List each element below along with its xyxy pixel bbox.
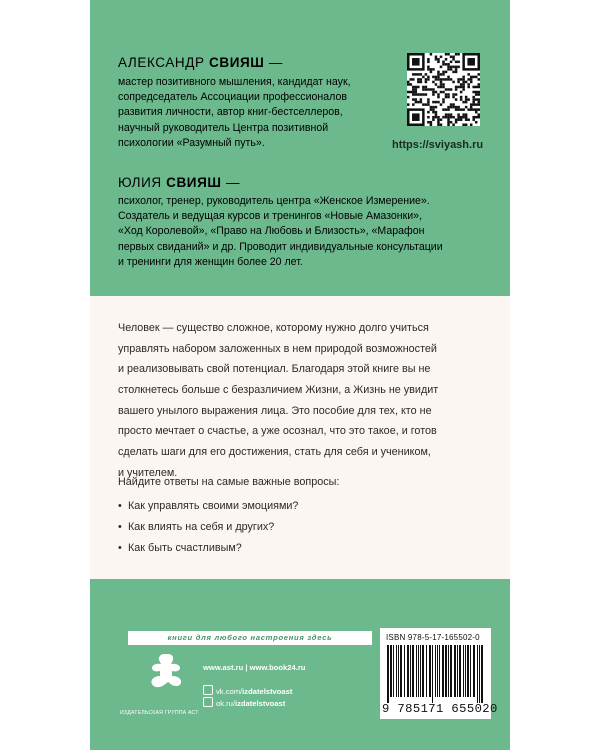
- ast-logo-icon: [138, 652, 192, 702]
- ok-handle: izdatelstvoast: [235, 699, 286, 708]
- list-item: [118, 521, 298, 542]
- slogan-band: книги для любого настроения здесь: [128, 631, 372, 645]
- author2-first-name: ЮЛИЯ: [118, 175, 162, 190]
- isbn-digits: 9 785171 655020: [382, 702, 498, 716]
- bio-line: Создатель и ведущая курсов и тренингов «Новые Амазонки»,: [118, 210, 423, 223]
- qr-code[interactable]: [407, 53, 480, 126]
- vk-icon: [203, 685, 213, 695]
- bio-line: и тренинги для женщин более 20 лет.: [118, 255, 303, 268]
- description-text: [118, 318, 438, 484]
- list-item: [118, 500, 298, 521]
- bio-line: научный руководитель Центра позитивной: [118, 121, 329, 134]
- author2-bio: [118, 194, 443, 270]
- barcode-icon: [386, 645, 485, 703]
- description-line: управлять набором заложенных в нем природой возможностей: [118, 342, 437, 355]
- question-text: Как быть счастливым?: [128, 542, 242, 554]
- questions-list: [118, 500, 298, 563]
- author1-last-name: СВИЯШ: [209, 55, 265, 70]
- description-line: и реализовывать свой потенциал. Благодаря этой книге вы не: [118, 363, 431, 376]
- author2-dash: —: [221, 175, 241, 190]
- bio-line: развития личности, автор книг-бестселлеров,: [118, 106, 343, 119]
- author1-first-name: АЛЕКСАНДР: [118, 55, 205, 70]
- author-website[interactable]: https://sviyash.ru: [392, 139, 484, 151]
- bio-line: мастер позитивного мышления, кандидат наук,: [118, 76, 351, 88]
- isbn-label: ISBN 978-5-17-165502-0: [386, 633, 480, 642]
- book-back-cover: [90, 0, 510, 750]
- bio-line: психологии «Разумный путь».: [118, 136, 265, 149]
- bio-line: сопредседатель Ассоциации профессионалов: [118, 91, 347, 104]
- questions-intro: Найдите ответы на самые важные вопросы:: [118, 476, 340, 488]
- vk-handle: izdatelstvoast: [242, 687, 293, 696]
- ok-prefix: ok.ru/: [216, 699, 235, 708]
- author1-dash: —: [264, 55, 283, 70]
- bullet-icon: •: [118, 521, 122, 533]
- question-text: Как управлять своими эмоциями?: [128, 500, 299, 512]
- author2-name: [118, 175, 240, 190]
- description-line: просто мечтает о счастье, а уже осознал, что это такое, и готов: [118, 425, 437, 438]
- ok-link[interactable]: [203, 697, 285, 708]
- bio-line: психолог, тренер, руководитель центра «Женское Измерение».: [118, 195, 430, 207]
- question-text: Как влиять на себя и других?: [128, 521, 275, 533]
- bio-line: первых свиданий» и др. Проводит индивидуальные консультации: [118, 240, 443, 253]
- author2-last-name: СВИЯШ: [166, 175, 222, 190]
- ok-icon: [203, 697, 213, 707]
- description-line: и учителем.: [118, 466, 178, 479]
- publisher-name: ИЗДАТЕЛЬСКАЯ ГРУППА АСТ: [120, 710, 199, 716]
- publisher-links[interactable]: www.ast.ru | www.book24.ru: [203, 663, 306, 672]
- description-panel: [90, 296, 510, 579]
- bullet-icon: •: [118, 500, 122, 512]
- description-line: Человек — существо сложное, которому нужно долго учиться: [118, 322, 429, 334]
- bullet-icon: •: [118, 542, 122, 554]
- description-line: сделать шаги для его достижения, стать для себя и учеником,: [118, 446, 431, 459]
- bio-line: «Ход Королевой», «Право на Любовь и Близость», «Марафон: [118, 225, 425, 238]
- vk-prefix: vk.com/: [216, 687, 243, 696]
- description-line: столкнетесь больше с безразличием Жизни, а Жизнь не увидит: [118, 384, 439, 397]
- author1-name: [118, 55, 283, 70]
- vk-link[interactable]: [203, 685, 292, 696]
- author1-bio: [118, 75, 351, 151]
- qr-code-icon: [407, 53, 480, 126]
- isbn-barcode-box: [380, 628, 498, 719]
- list-item: [118, 542, 298, 563]
- description-line: вашего унылого выражения лица. Это пособие для тех, кто не: [118, 404, 432, 417]
